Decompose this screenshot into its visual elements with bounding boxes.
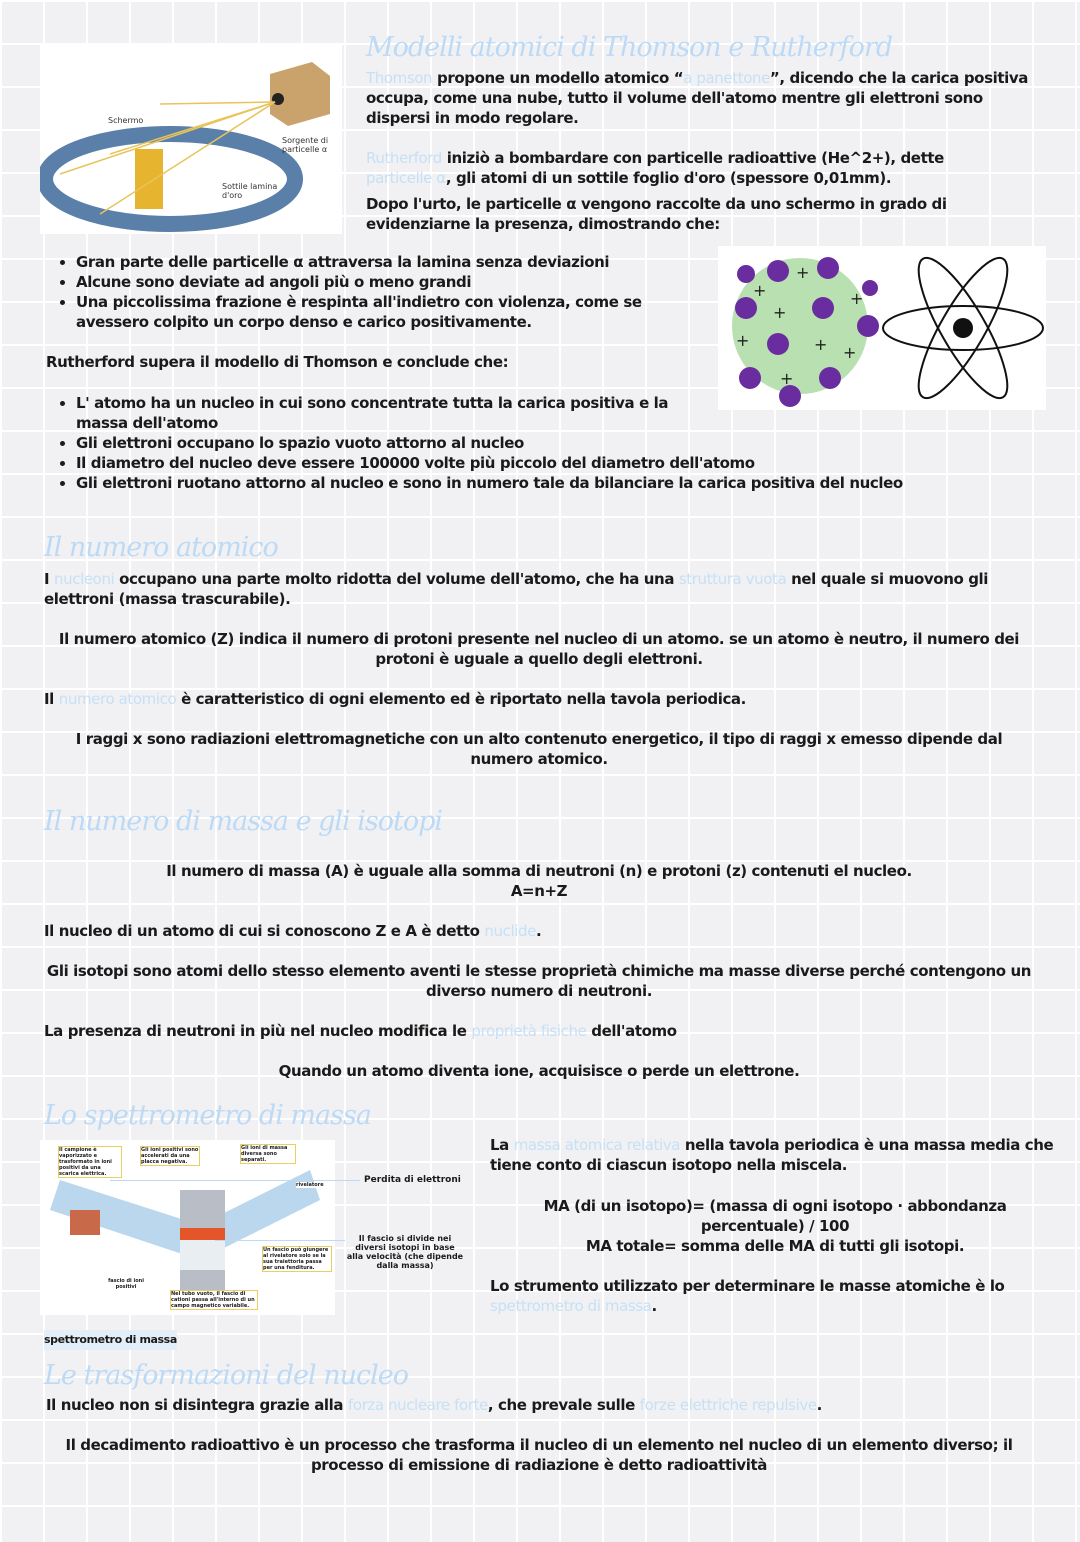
list-item: • Alcune sono deviate ad angoli più o meno grandi	[76, 272, 716, 292]
caption-acceleration: Gli ioni positivi sono accelerati da una placca negativa.	[141, 1147, 199, 1165]
section-title-atomic-number: Il numero atomico	[44, 532, 278, 563]
rutherford-conclusion: Rutherford supera il modello di Thomson e conclude che:	[46, 353, 509, 371]
screen-label: Schermo	[108, 116, 144, 125]
beam-label: fascio di ioni positivi	[108, 1278, 144, 1290]
neutrons-paragraph: La presenza di neutroni in più nel nucleo modifica le proprietà fisiche dell'atomo	[44, 1022, 677, 1040]
xrays-paragraph: I raggi x sono radiazioni elettromagnetiche con un alto contenuto energetico, il tipo di raggi x emesso dipende dal numero atomico.	[75, 730, 1003, 768]
formula-isotope-mass: MA (di un isotopo)= (massa di ogni isotopo · abbondanza percentuale) / 100	[543, 1197, 1007, 1235]
source-label: Sorgente di particelle α	[282, 136, 329, 154]
svg-text:+: +	[843, 343, 857, 362]
caption-sample: Il campione è vaporizzato e trasformato in ioni positivi da una scarica elettrica.	[58, 1146, 122, 1178]
atomic-models-figure	[718, 246, 1046, 410]
instrument-paragraph: Lo strumento utilizzato per determinare le masse atomiche è lo spettrometro di massa.	[490, 1277, 1005, 1315]
list-item: • Una piccolissima frazione è respinta all'indietro con violenza, come se avessero colpito un corpo denso e carico positivamente.	[76, 292, 716, 332]
svg-text:+: +	[736, 331, 750, 350]
list-item: • Gli elettroni ruotano attorno al nucleo e sono in numero tale da bilanciare la carica positiva del nucleo	[76, 473, 996, 493]
rutherford-result-paragraph: Dopo l'urto, le particelle α vengono raccolte da uno schermo in grado di evidenziarne la presenza, dimostrando che:	[366, 195, 947, 233]
nuclear-force-paragraph: Il nucleo non si disintegra grazie alla forza nucleare forte, che prevale sulle forze elettriche repulsive.	[46, 1396, 822, 1414]
mass-number-definition: Il numero di massa (A) è uguale alla somma di neutroni (n) e protoni (z) contenuti el nucleo.	[166, 862, 912, 880]
svg-text:+: +	[780, 369, 794, 388]
relative-mass-paragraph: La massa atomica relativa nella tavola periodica è una massa media che tiene conto di ciascun isotopo nella miscela.	[490, 1136, 1054, 1174]
list-item: • L' atomo ha un nucleo in cui sono concentrate tutta la carica positiva e la massa dell'atomo	[76, 393, 696, 433]
annotation-electron-loss: Perdita di elettroni	[364, 1175, 461, 1185]
nucleons-paragraph: I nucleoni occupano una parte molto ridotta del volume dell'atomo, che ha una struttura vuota nel quale si muovono gli elettroni (massa trascurabile).	[44, 570, 989, 608]
caption-magnetic-field: Nel tubo vuoto, il fascio di cationi passa all'interno di un campo magnetico variabile.	[170, 1290, 258, 1310]
svg-text:+: +	[753, 281, 767, 300]
svg-text:+: +	[773, 303, 787, 322]
atom-models-drawing	[718, 246, 1046, 410]
rutherford-experiment-figure	[40, 44, 342, 234]
ion-paragraph: Quando un atomo diventa ione, acquisisce o perde un elettrone.	[278, 1062, 800, 1080]
list-item: • Il diametro del nucleo deve essere 100000 volte più piccolo del diametro dell'atomo	[76, 453, 996, 473]
annotation-beam-split: Il fascio si divide nei diversi isotopi in base alla velocità (che dipende dalla massa)	[346, 1234, 464, 1270]
section-title-atomic-models: Modelli atomici di Thomson e Rutherford	[366, 32, 893, 63]
svg-text:+: +	[796, 263, 810, 282]
section-title-mass-number: Il numero di massa e gli isotopi	[44, 806, 443, 837]
section-title-mass-spectrometer: Lo spettrometro di massa	[44, 1100, 371, 1131]
atomic-number-periodic: Il numero atomico è caratteristico di ogni elemento ed è riportato nella tavola periodica.	[44, 690, 746, 708]
detector-label: rivelatore	[296, 1182, 324, 1188]
svg-text:+: +	[814, 335, 828, 354]
atomic-number-definition: Il numero atomico (Z) indica il numero di protoni presente nel nucleo di un atomo. se un atomo è neutro, il numero dei protoni è uguale a quello degli elettroni.	[58, 630, 1020, 668]
nuclide-paragraph: Il nucleo di un atomo di cui si conoscono Z e A è detto nuclide.	[44, 922, 542, 940]
list-item: • Gli elettroni occupano lo spazio vuoto attorno al nucleo	[76, 433, 996, 453]
caption-separation: Gli ioni di massa diversa sono separati.	[240, 1144, 296, 1164]
caption-slit: Un fascio può giungere al rivelatore solo se la sua traiettoria passa per una fenditura.	[262, 1246, 332, 1272]
thomson-paragraph: Thomson propone un modello atomico “a panettone”, dicendo che la carica positiva occupa, come una nube, tutto il volume dell'atomo mentre gli elettroni sono dispersi in modo regolare.	[366, 69, 1028, 127]
section-title-nuclear-transformations: Le trasformazioni del nucleo	[44, 1360, 409, 1391]
mass-number-formula: A=n+Z	[510, 882, 568, 900]
svg-text:+: +	[850, 289, 864, 308]
foil-label: Sottile lamina d'oro	[222, 182, 278, 200]
annotation-line	[215, 1240, 345, 1241]
list-item: • Gran parte delle particelle α attraversa la lamina senza deviazioni	[76, 252, 716, 272]
experiment-results-list	[46, 252, 716, 332]
spectrometer-caption: spettrometro di massa	[44, 1330, 177, 1350]
mass-spectrometer-figure	[40, 1140, 335, 1315]
rutherford-paragraph: Rutherford iniziò a bombardare con particelle radioattive (He^2+), dette particelle α, gli atomi di un sottile foglio d'oro (spessore 0,01mm).	[366, 149, 944, 187]
isotopes-paragraph: Gli isotopi sono atomi dello stesso elemento aventi le stesse proprietà chimiche ma masse diverse perché contengono un diverso numero di neutroni.	[46, 962, 1032, 1000]
formula-total-mass: MA totale= somma delle MA di tutti gli isotopi.	[585, 1237, 965, 1255]
radioactive-decay-paragraph: Il decadimento radioattivo è un processo che trasforma il nucleo di un elemento nel nucleo di un elemento diverso; il processo di emissione di radiazione è detto radioattività	[65, 1436, 1013, 1474]
annotation-line	[110, 1180, 360, 1181]
rutherford-conclusions-list	[46, 393, 996, 493]
